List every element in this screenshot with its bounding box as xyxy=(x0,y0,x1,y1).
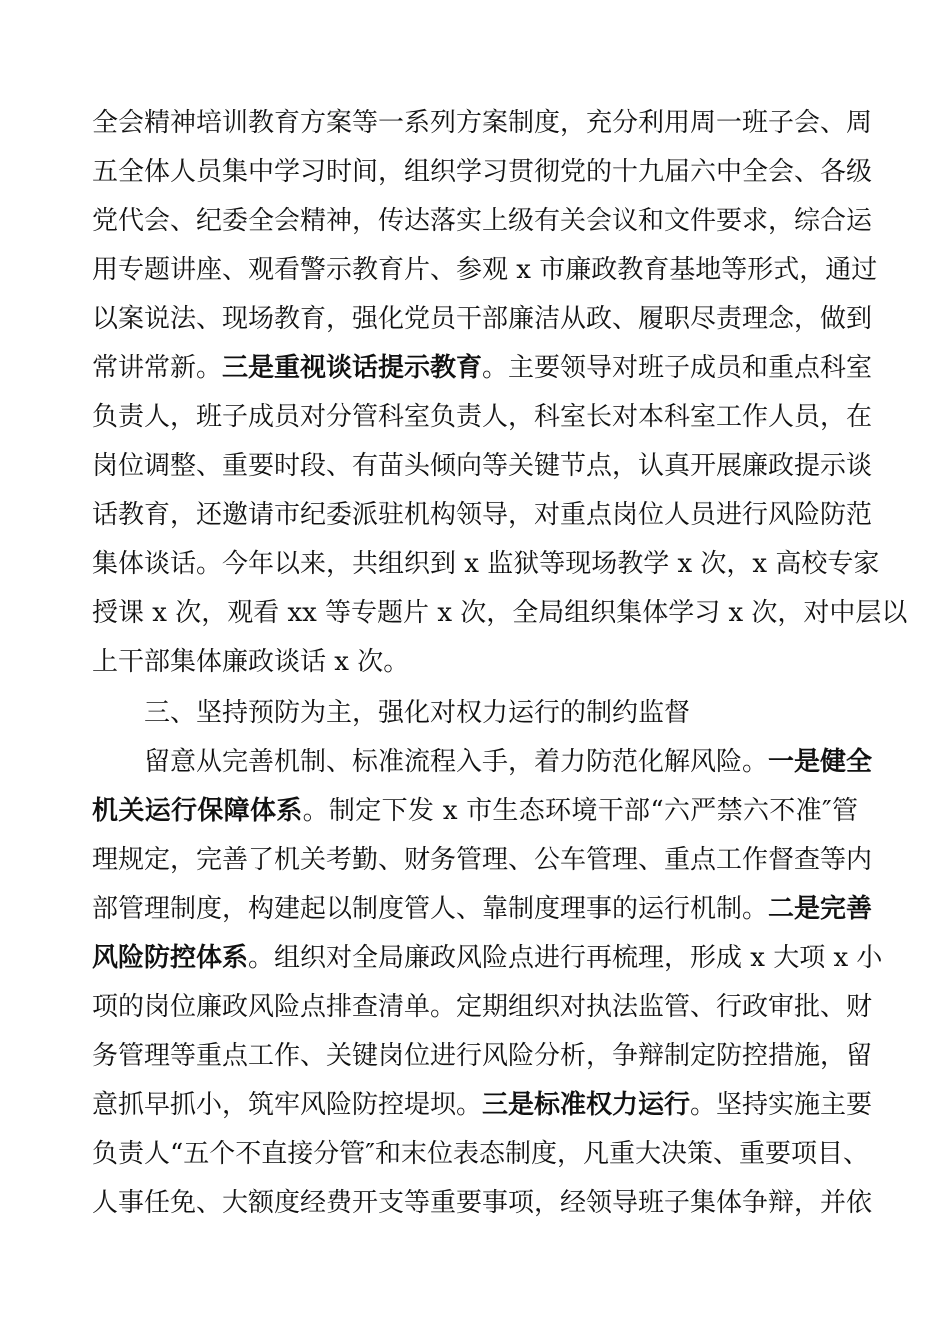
paragraph-line: 五全体人员集中学习时间，组织学习贯彻党的十九届六中全会、各级 xyxy=(92,157,873,187)
paragraph-line xyxy=(92,1080,873,1130)
paragraph-line xyxy=(92,933,883,983)
paragraph-line: 全会精神培训教育方案等一系列方案制度，充分利用周一班子会、周 xyxy=(92,108,873,138)
paragraph-line xyxy=(92,343,873,393)
paragraph-line: 用专题讲座、观看警示教育片、参观 x 市廉政教育基地等形式，通过 xyxy=(92,255,878,285)
paragraph-line: 集体谈话。今年以来，共组织到 x 监狱等现场教学 x 次，x 高校专家 xyxy=(92,549,880,579)
bold-phrase: 三是重视谈话提示教育 xyxy=(222,353,483,383)
paragraph-line: 上干部集体廉政谈话 x 次。 xyxy=(92,647,410,677)
paragraph-line: 项的岗位廉政风险点排查清单。定期组织对执法监管、行政审批、财 xyxy=(92,992,873,1022)
section-heading: 三、坚持预防为主，强化对权力运行的制约监督 xyxy=(144,698,691,728)
paragraph-line: 理规定，完善了机关考勤、财务管理、公车管理、重点工作督查等内 xyxy=(92,845,873,875)
text-run: 。主要领导对班子成员和重点科室 xyxy=(482,353,873,383)
text-run: 部管理制度，构建起以制度管人、靠制度理事的运行机制。 xyxy=(92,894,769,924)
paragraph-line: 岗位调整、重要时段、有苗头倾向等关键节点，认真开展廉政提示谈 xyxy=(92,451,873,481)
paragraph-line: 党代会、纪委全会精神，传达落实上级有关会议和文件要求，综合运 xyxy=(92,206,873,236)
paragraph-line: 话教育，还邀请市纪委派驻机构领导，对重点岗位人员进行风险防范 xyxy=(92,500,873,530)
text-run: 常讲常新。 xyxy=(92,353,223,383)
paragraph-line xyxy=(92,884,873,934)
bold-phrase: 风险防控体系 xyxy=(92,943,249,973)
text-run: 。坚持实施主要 xyxy=(690,1090,873,1120)
paragraph-line xyxy=(92,786,858,836)
bold-phrase: 三是标准权力运行 xyxy=(482,1090,691,1120)
paragraph-line xyxy=(144,737,873,787)
paragraph-line: 务管理等重点工作、关键岗位进行风险分析，争辩制定防控措施，留 xyxy=(92,1041,873,1071)
paragraph-line: 人事任免、大额度经费开支等重要事项，经领导班子集体争辩，并依 xyxy=(92,1188,873,1218)
text-run: 意抓早抓小，筑牢风险防控堤坝。 xyxy=(92,1090,483,1120)
paragraph-line: 授课 x 次，观看 xx 等专题片 x 次，全局组织集体学习 x 次，对中层以 xyxy=(92,598,908,628)
paragraph-line: 负责人，班子成员对分管科室负责人，科室长对本科室工作人员，在 xyxy=(92,402,873,432)
bold-phrase: 机关运行保障体系 xyxy=(92,796,303,826)
text-run: 留意从完善机制、标准流程入手，着力防范化解风险。 xyxy=(144,747,769,777)
text-run: 。组织对全局廉政风险点进行再梳理，形成 x 大项 x 小 xyxy=(248,943,883,973)
paragraph-line: 负责人“五个不直接分管″和末位表态制度，凡重大决策、重要项目、 xyxy=(92,1139,870,1169)
bold-phrase: 二是完善 xyxy=(768,894,873,924)
text-run: 。制定下发 x 市生态环境干部“六严禁六不准″管 xyxy=(302,796,858,826)
paragraph-line: 以案说法、现场教育，强化党员干部廉洁从政、履职尽责理念，做到 xyxy=(92,304,873,334)
bold-phrase: 一是健全 xyxy=(768,747,873,777)
